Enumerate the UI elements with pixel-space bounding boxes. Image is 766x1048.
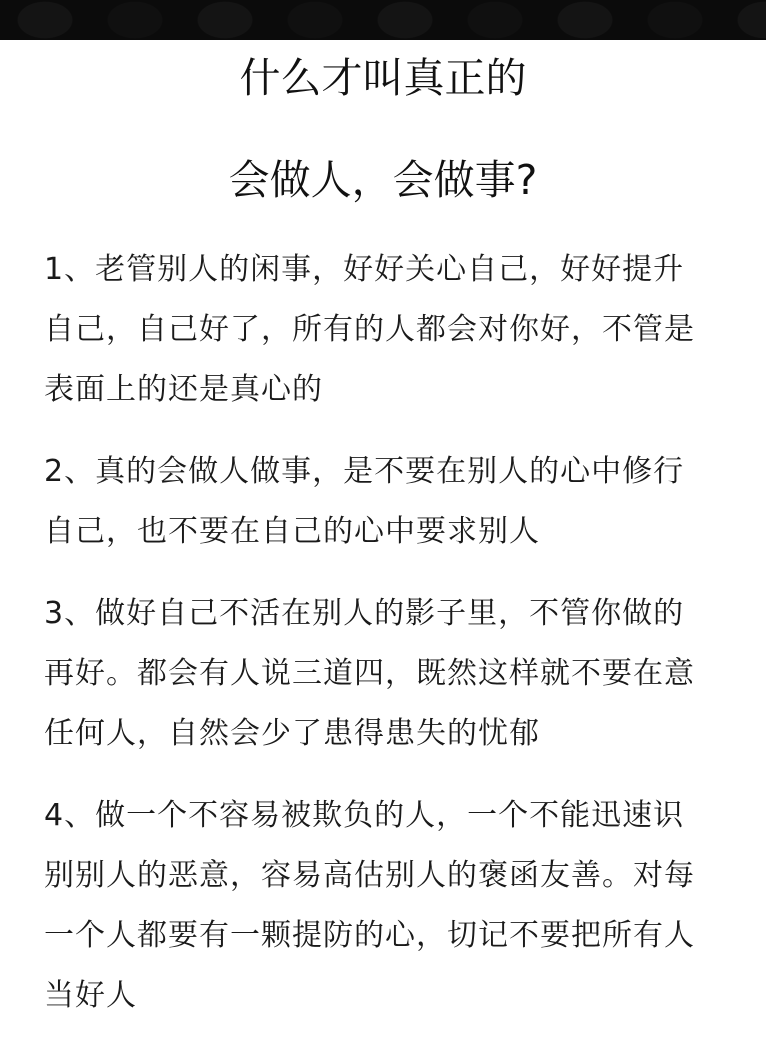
decorative-banner bbox=[0, 0, 766, 40]
text-line: 当好人 bbox=[44, 978, 137, 1013]
text-line: 3、做好自己不活在别人的影子里，不管你做的 bbox=[44, 596, 685, 631]
text-line: 1、老管别人的闲事，好好关心自己，好好提升 bbox=[44, 252, 685, 287]
text-line: 表面上的还是真心的 bbox=[44, 372, 323, 407]
title-line-1: 什么才叫真正的 bbox=[239, 54, 527, 102]
list-item-4 bbox=[44, 786, 744, 1026]
text-line: 再好。都会有人说三道四，既然这样就不要在意 bbox=[44, 656, 695, 691]
list-item-1 bbox=[44, 240, 744, 420]
text-line: 4、做一个不容易被欺负的人，一个不能迅速识 bbox=[44, 798, 685, 833]
list-item-2 bbox=[44, 442, 744, 562]
text-line: 一个人都要有一颗提防的心，切记不要把所有人 bbox=[44, 918, 695, 953]
text-line: 自己，自己好了，所有的人都会对你好，不管是 bbox=[44, 312, 695, 347]
text-line: 别别人的恶意，容易高估别人的褒函友善。对每 bbox=[44, 858, 695, 893]
text-line: 自己，也不要在自己的心中要求别人 bbox=[44, 514, 540, 549]
text-line: 任何人，自然会少了患得患失的忧郁 bbox=[44, 716, 540, 751]
title-line-2: 会做人，会做事? bbox=[228, 156, 538, 204]
article-body bbox=[44, 240, 744, 1048]
text-line: 2、真的会做人做事，是不要在别人的心中修行 bbox=[44, 454, 685, 489]
list-item-3 bbox=[44, 584, 744, 764]
